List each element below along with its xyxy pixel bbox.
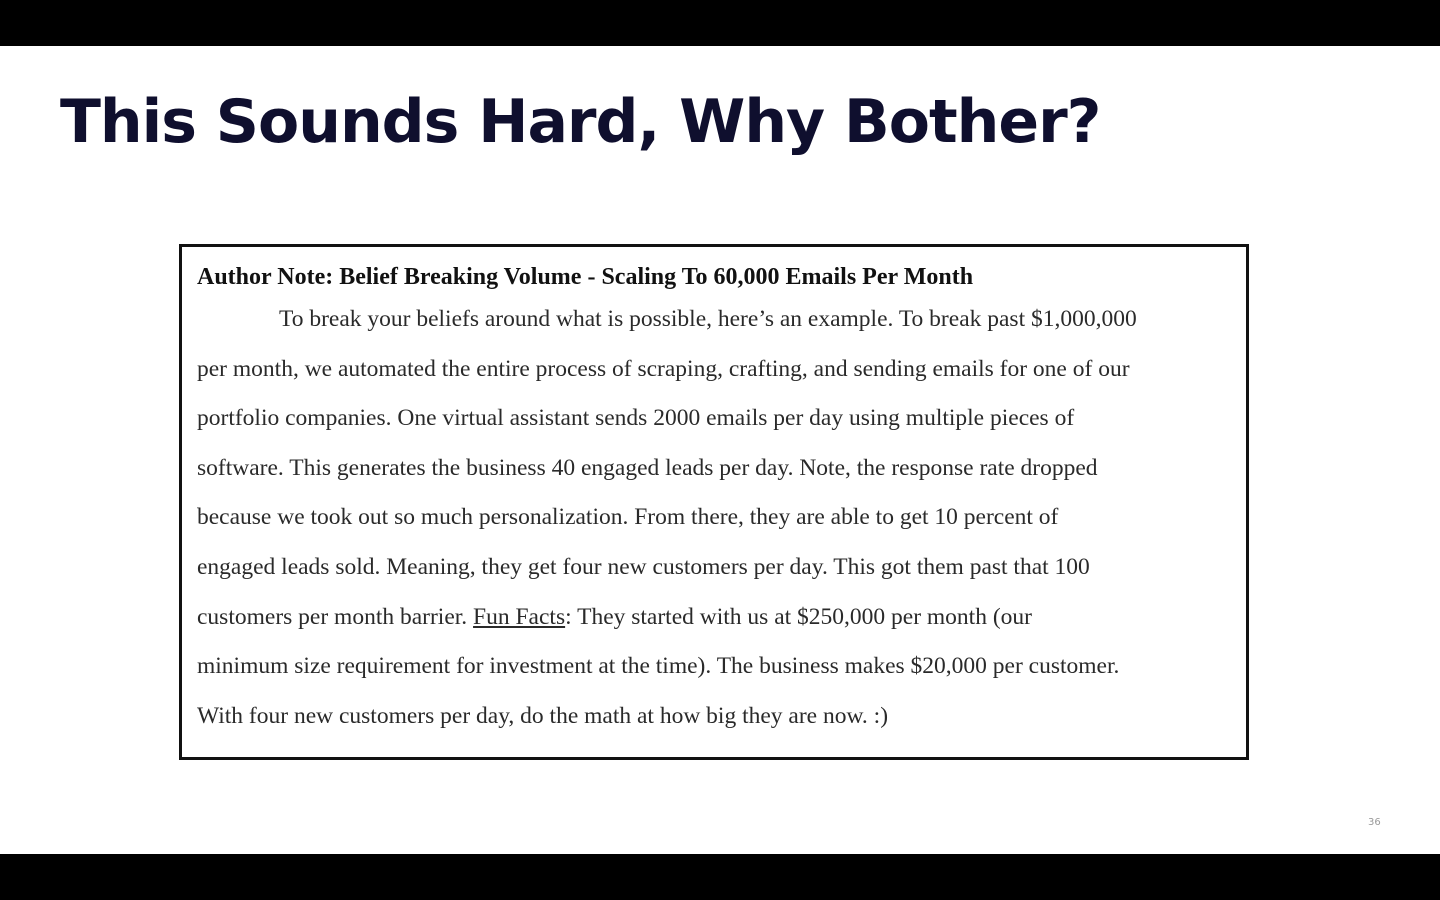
note-line: With four new customers per day, do the math at how big they are now. :) bbox=[197, 702, 889, 729]
letterbox-bottom bbox=[0, 854, 1440, 900]
slide bbox=[0, 46, 1440, 854]
note-line: To break your beliefs around what is possible, here’s an example. To break past $1,000,000 bbox=[279, 306, 1137, 332]
author-note-heading: Author Note: Belief Breaking Volume - Scaling To 60,000 Emails Per Month bbox=[197, 264, 974, 290]
author-note-body bbox=[197, 295, 1230, 741]
slide-title: This Sounds Hard, Why Bother? bbox=[60, 87, 1101, 157]
page-number: 36 bbox=[1368, 817, 1381, 828]
note-line-prefix: customers per month barrier. bbox=[197, 603, 474, 630]
note-line-suffix: : They started with us at $250,000 per month (our bbox=[565, 603, 1032, 630]
author-note-box bbox=[179, 244, 1249, 760]
note-line: per month, we automated the entire process of scraping, crafting, and sending emails for one of our bbox=[197, 355, 1130, 382]
note-line: engaged leads sold. Meaning, they get four new customers per day. This got them past that 100 bbox=[197, 553, 1090, 580]
note-line bbox=[197, 593, 1230, 643]
letterbox-top bbox=[0, 0, 1440, 46]
note-line: because we took out so much personalization. From there, they are able to get 10 percent of bbox=[197, 504, 1059, 531]
note-line: software. This generates the business 40 engaged leads per day. Note, the response rate dropped bbox=[197, 454, 1098, 481]
note-line: minimum size requirement for investment at the time). The business makes $20,000 per customer. bbox=[197, 653, 1120, 680]
note-line: portfolio companies. One virtual assistant sends 2000 emails per day using multiple pieces of bbox=[197, 405, 1075, 432]
fun-facts-label: Fun Facts bbox=[473, 603, 566, 630]
